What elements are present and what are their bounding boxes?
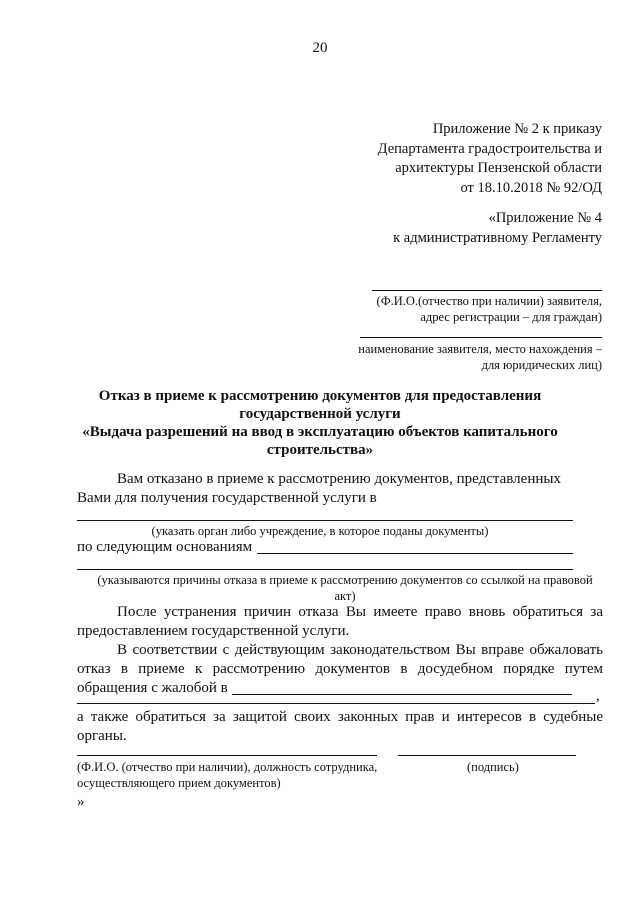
applicant-caption-1b: адрес регистрации – для граждан) [420,310,602,324]
grounds-label: по следующим основаниям [77,539,253,555]
title-line-4: строительства» [266,442,374,458]
applicant-org-caption [320,341,602,373]
signature-caption: (подпись) [467,760,519,774]
document-title [60,387,580,459]
reasons-caption [85,572,605,604]
appendix-2-line-3: архитектуры Пензенской области [395,160,602,176]
applicant-name-caption [330,293,602,325]
appendix-4-line-2: к административному Регламенту [393,229,602,246]
applicant-caption-2a: наименование заявителя, место нахождения – [358,342,602,356]
appendix-2-line-1: Приложение № 2 к приказу [432,121,602,137]
closing-quote: » [77,794,85,810]
p4-line-2: органы. [77,728,127,744]
p1-line-1: Вам отказано в приеме к рассмотрению документов, представленных [117,471,561,487]
reasons-caption-line-2: акт) [334,589,356,603]
appendix-4-line-1: «Приложение № 4 [488,210,602,226]
employee-name-line [77,755,377,756]
p2-line-1: После устранения причин отказа Вы имеете право вновь обратиться за [117,604,603,620]
signature-line [398,755,576,756]
applicant-caption-1a: (Ф.И.О.(отчество при наличии) заявителя, [376,294,602,308]
title-line-3: «Выдача разрешений на ввод в эксплуатацию объектов капитального [82,424,558,440]
appendix-2-line-4: от 18.10.2018 № 92/ОД [460,179,602,196]
p3-line-1: В соответствии с действующим законодательством Вы вправе обжаловать [117,642,603,658]
p4-line-1: а также обратиться за защитой своих законных прав и интересов в судебные [77,709,603,725]
grounds-line [257,553,573,554]
p3-line-3: обращения с жалобой в [77,680,228,696]
organ-caption: (указать орган либо учреждение, в которое поданы документы) [151,524,489,538]
grounds-line-2 [77,569,573,570]
p1-line-2: Вами для получения государственной услуги в [77,490,377,506]
employee-caption-line-1: (Ф.И.О. (отчество при наличии), должность сотрудника, [77,760,378,774]
appendix-4-header [393,209,602,248]
employee-caption [77,759,377,791]
p3-line-2: отказ в приеме к рассмотрению документов в досудебном порядке путем [77,661,603,677]
complaint-line [232,694,572,695]
page-number: 20 [312,40,328,56]
applicant-caption-2b: для юридических лиц) [481,358,602,372]
complaint-comma: , [596,688,600,704]
applicant-name-line [372,290,602,291]
reasons-caption-line-1: (указываются причины отказа в приеме к рассмотрению документов со ссылкой на правовой [97,573,593,587]
appendix-2-line-2: Департамента градостроительства и [377,140,602,157]
organ-line [77,520,573,521]
complaint-line-2 [77,703,595,704]
title-line-1: Отказ в приеме к рассмотрению документов для предоставления [98,388,542,404]
applicant-org-line [360,337,602,338]
p2-line-2: предоставлением государственной услуги. [77,623,350,639]
employee-caption-line-2: осуществляющего прием документов) [77,776,281,790]
title-line-2: государственной услуги [239,406,401,422]
appendix-2-header [378,120,602,198]
